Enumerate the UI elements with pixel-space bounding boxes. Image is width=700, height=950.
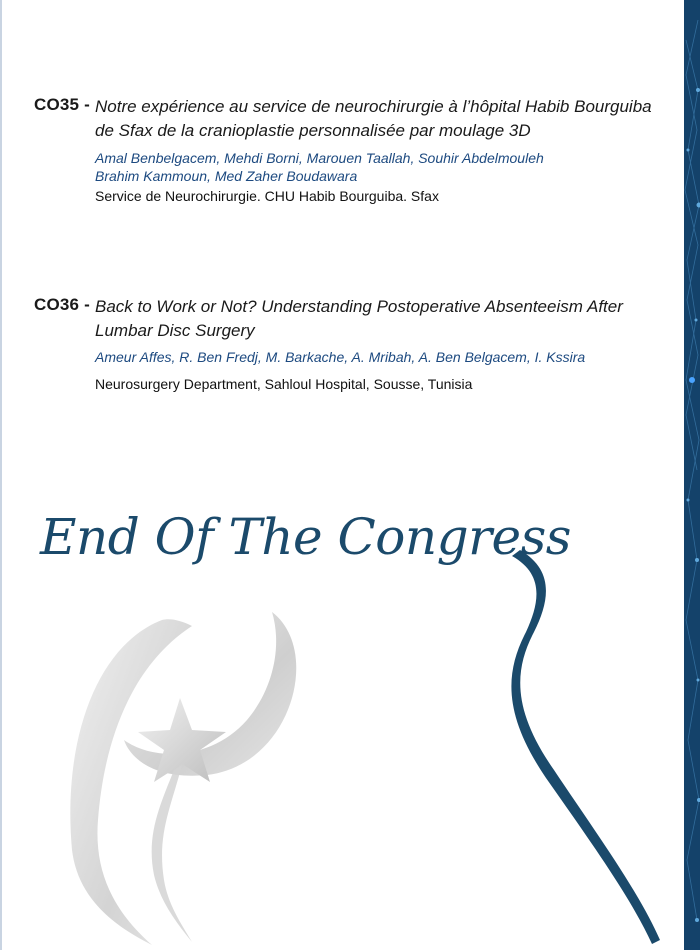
abstract-title: Back to Work or Not? Understanding Postoperative Absenteeism After Lumbar Disc Surgery (95, 297, 623, 340)
abstract-authors: Amal Benbelgacem, Mehdi Borni, Marouen Taallah, Souhir Abdelmouleh (95, 150, 544, 166)
network-pattern-icon (684, 0, 700, 950)
crescent-star-emblem-icon (42, 590, 322, 950)
abstract-title: Notre expérience au service de neurochirurgie à l’hôpital Habib Bourguiba de Sfax de la cranioplastie personnalisée par moulage 3D (95, 97, 652, 140)
side-decor-panel (684, 0, 700, 950)
abstract-code: CO35 - (34, 95, 90, 114)
abstract-authors-continued: Brahim Kammoun, Med Zaher Boudawara (95, 168, 358, 184)
abstract-affiliation: Neurosurgery Department, Sahloul Hospital, Sousse, Tunisia (95, 376, 473, 392)
closing-title: End Of The Congress (40, 508, 571, 566)
ribbon-swoosh-graphic (442, 540, 672, 950)
abstract-authors: Ameur Affes, R. Ben Fredj, M. Barkache, A. Mribah, A. Ben Belgacem, I. Kssira (95, 349, 586, 365)
abstract-affiliation: Service de Neurochirurgie. CHU Habib Bourguiba. Sfax (95, 188, 439, 204)
abstract-code: CO36 - (34, 295, 90, 314)
